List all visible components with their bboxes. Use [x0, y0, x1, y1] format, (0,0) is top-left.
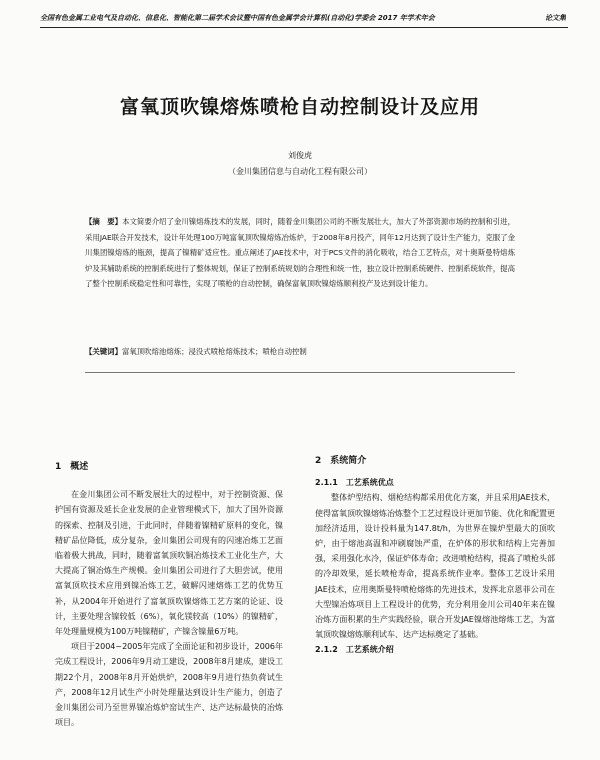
abstract-label: 【摘 要】: [85, 217, 123, 226]
author-name: 刘俊虎: [288, 151, 312, 160]
section-1-heading: 1 概述: [55, 462, 89, 472]
abstract: [85, 214, 515, 292]
left-column: [55, 460, 283, 730]
subsection-2-1-1-heading: 2.1.1 工艺系统优点: [315, 478, 394, 488]
paper-title: 富氧顶吹镍熔炼喷枪自动控制设计及应用: [119, 96, 480, 118]
subsection-2-1-2-heading: 2.1.2 工艺系统介绍: [315, 645, 394, 655]
header-rule: [40, 27, 568, 28]
section-2-paragraph-1: 整体炉型结构、烟枪结构都采用优化方案，并且采用JAE技术，使得富氧顶吹镍熔炼冶炼整个工艺过程设计更加节能、优化和配置更加经济适用，设计投料量为147.8t/h，为世界在镍炉型最大的顶吹炉，由于熔池高温和冲刷腐蚀严重，在炉体的形状和结构上完善加强，采用强化水冷，保证炉体寿命；改进喷枪结构，提高了喷枪头部的冷却效果，延长喷枪寿命，提高系统作业率。整体工艺设计采用JAE技术，应用奥斯曼特喷枪熔炼的先进技术，发挥北京恩菲公司在大型镍冶炼项目上工程设计的优势，充分利用金川公司40年来在镍冶炼方面积累的生产实践经验，联合开发JAE镍熔池熔炼工艺，为富氧顶吹镍熔炼顺利试车、达产达标奠定了基础。: [315, 493, 555, 640]
keywords: [85, 346, 515, 357]
right-column: [315, 454, 555, 658]
section-1-paragraph-1: 在金川集团公司不断发展壮大的过程中，对于控制资源、保护国有资源及延长企业发展的企业管理模式下，加大了国外资源的探索、控制及引进，于此同时，伴随着镍精矿原料的变化，镍精矿品位降低，成分复杂，金川集团公司现有的闪速冶炼工艺面临着极大挑战，同时，随着富氧顶吹铜冶炼技术工业化生产，大大提高了铜冶炼生产规模。金川集团公司进行了大胆尝试，使用富氧顶吹技术应用到镍冶炼工艺，破解闪速熔炼工艺的优势互补，从2004年开始进行了富氧顶吹镍熔炼工艺方案的论证、设计，主要处理含镍较低（6%），氧化镁较高（10%）的镍精矿，年处理量规模为100万吨镍精矿，产镍含镍量6万吨。: [55, 490, 283, 637]
keywords-rule: [85, 372, 515, 373]
running-title: 全国有色金属工业电气及自动化、信息化、智能化第二届学术会议暨中国有色金属学会计算机(自动化)学委会 2017 年学术年会: [40, 14, 435, 22]
running-header: [40, 13, 566, 23]
keywords-label: 【关键词】: [85, 347, 122, 356]
section-2-heading: 2 系统简介: [315, 456, 367, 466]
section-tag: 论文集: [545, 14, 566, 22]
section-1-paragraph-2: 项目于2004~2005年完成了全面论证和初步设计，2006年完成工程设计，2006年9月动工建设，2008年8月建成，建设工期22个月，2008年8月开始烘炉，2008年9月进行热负荷试生产，2008年12月试生产小时处理量达到设计生产能力，创造了金川集团公司乃至世界镍冶炼炉窑试生产、达产达标最快的冶炼项目。: [55, 642, 283, 728]
abstract-text: 本文简要介绍了金川镍熔炼技术的发展，同时，随着金川集团公司的不断发展壮大，加大了外部资源市场的控制和引进，采用JAE联合开发技术，设计年处理100万吨富氧顶吹镍熔炼冶炼炉，于2008年8月投产，同年12月达到了设计生产能力，克服了金川集团镍熔炼的瓶颈，提高了镍精矿适应性。重点阐述了JAE技术中，对于PCS文件的消化吸收，结合工艺特点，对十奥斯曼特熔炼炉及其辅助系统的控制系统进行了整体规划，保证了控制系统规划的合理性和统一性，独立设计控制系统硬件、控制系统软件，提高了整个控制系统稳定性和可靠性，实现了喷枪的自动控制，确保富氧顶吹镍熔炼顺利投产及达到设计能力。: [85, 217, 515, 288]
keywords-text: 富氧顶吹熔池熔炼；浸没式喷枪熔炼技术；喷枪自动控制: [121, 347, 307, 356]
author-affiliation: （金川集团信息与自动化工程有限公司）: [228, 167, 372, 176]
